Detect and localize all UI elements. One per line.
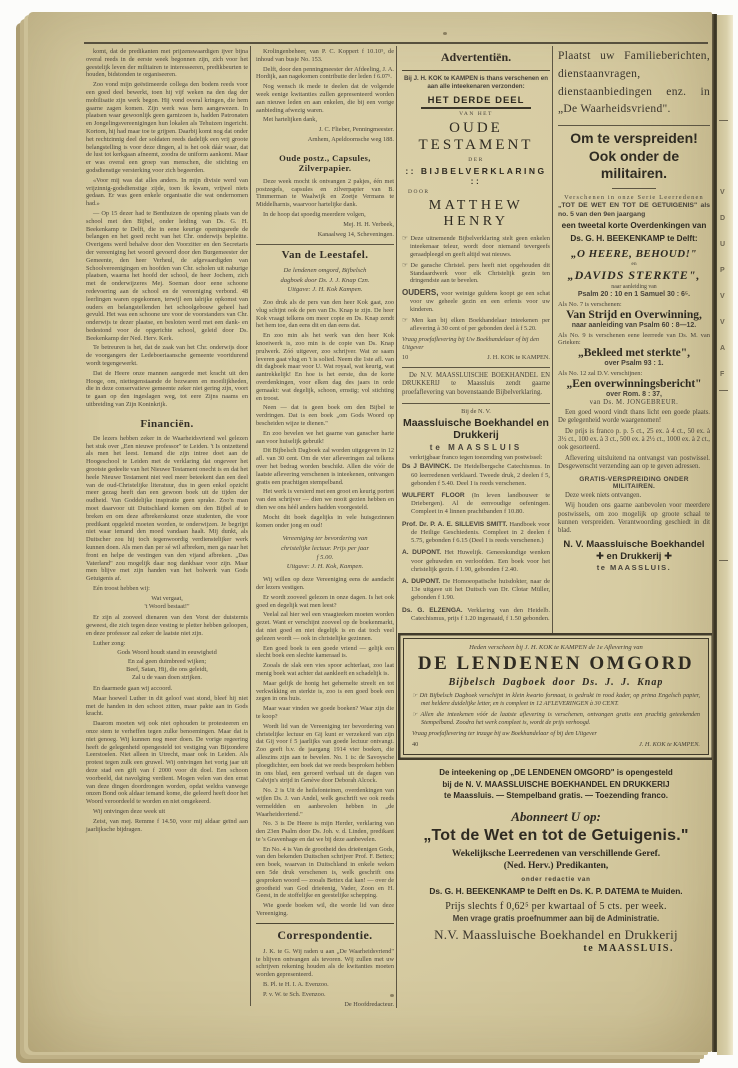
ad-naar-aanleiding: naar aanleiding van	[611, 283, 657, 290]
verse-quote	[86, 595, 248, 611]
text-line: Wordt lid van de Vereeniging ter bevordering van christelijke lectuur en Gij kunt er verzekerd van zijn dat Gij voor f 5 jaarlijks van goede lectuur ontvangt. Zoo geeft b.v. de jaargang 1914 vier boeken, die alleszins zijn aan te bevelen. No. 1 is: de Savoysche ploegdichter, een boek dat we reeds besproken hebben in ons blad, een geroerd verhaal uit de dagen van Calvijn's strijd in Genève door Deborah Alcock.	[256, 722, 394, 785]
text-line: Mocht dit boek dagelijks in vele huisgezinnen komen onder jong en oud!	[256, 513, 394, 529]
text-line: P. v. W. te Sch. Evenzoo.	[263, 990, 326, 998]
book-listing	[402, 463, 550, 488]
book-description: Verklaring van den Heidelb. Catechismus, prijs f 1.20 ingenaaid, f 1.50 gebonden.	[411, 606, 550, 622]
book-description: De Homoeopatische huisdokter, naar de 13e uitgave uit het Duitsch van Dr. Clotar Müller, gebonden f 1.90.	[411, 577, 550, 602]
weekblad-subtitle: (Ned. Herv.) Predikanten,	[503, 860, 609, 871]
text-line: «Voor mij was dat alles anders. In mijn divisie werd van vrijzinnig-godsdienstige zijde, toen ik kwam, vrijwel niets gedaan. Er was geen enkele organisatie die wat ondernomen had.»	[86, 176, 248, 208]
ad-beekenkamp: Ds. G. H. BEEKENKAMP te Delft:	[570, 234, 698, 244]
column-3-advertenties	[402, 48, 550, 627]
financien-text	[86, 435, 248, 593]
text-line: Wij willen op deze Vereeniging eens de aandacht der lezers vestigen.	[256, 576, 394, 591]
book-author: WULFERT FLOOR	[402, 491, 465, 499]
text-line: Luther zong:	[93, 639, 126, 647]
proefnummer-line: Men vrage gratis proefnummer aan bij de Administratie.	[452, 913, 660, 923]
text-line: komt, dat de predikanten met prijzenswaardigen ijver bijna overal reeds in de eerste week begonnen zijn, zich voor het geestelijk leven der militairen te interesseeren, predikbeurten te houden, bidstonden te organiseeren.	[86, 48, 248, 79]
ad-aanbevolen: Wij houden ons gaarne aanbevolen voor meerdere postwissels, om zoo mogelijk op groote schaal te kunnen verspreiden. Verantwoording geschiedt in dit blad.	[558, 502, 710, 535]
publisher-place: te MAASSLUIS.	[583, 942, 674, 954]
text-line: Zal u de vaan doen strijken.	[132, 673, 202, 681]
text-line: En No. 4 is Van de grootheid des drieëenigen Gods, van den bekenden Duitschen schrijver Prof. F. Bettex; een boek, waarvan in Duitschland in enkele weken een 5de druk verschenen is, welk geschrift ons gesproken woord — zooals Bettex dat kan! — over de grootheid van God drieëenig, Vader, Zoon en H. Geest, in de stoffelijke en geestelijke schepping.	[256, 845, 394, 900]
redactie-names: Ds. G. H. BEEKENKAMP te Delft en Ds. K. P. DATEMA te Muiden.	[429, 885, 683, 896]
ad-door: DOOR	[408, 189, 430, 196]
lendenen-omgord-box	[403, 638, 709, 755]
box-publisher-line: Heden verscheen bij J. H. KOK te KAMPEN de 1e Aflevering van	[469, 644, 643, 651]
ouders-label: OUDERS,	[402, 288, 439, 298]
text-line: Eén troost hebben wij:	[93, 585, 150, 592]
book-review	[256, 299, 394, 529]
prijs-line: Prijs slechts f 0,62⁵ per kwartaal of 5 cts. per week.	[445, 900, 667, 912]
ad-overwinningsbericht: „Een overwinningsbericht"	[566, 377, 702, 390]
ad-bekleed-met-sterkte: „Bekleed met sterkte",	[577, 346, 691, 359]
column-divider	[552, 46, 553, 636]
text-line: Zoo vond mijn geëstimeerde collega den bodem reeds voor een goed deel bewerkt, toen hij vijf weken na den dag der mobilisatie zijn werk begon. Hij vond overal kringen, die hem gaarne zagen komen. Zijn werk was hem aangewezen. In plaatsen waar gewoonlijk geen garnizoen is, hadden Patronaten en Jongelingsvereenigingen hun lokalen als Tehuizen ingericht. Kortom, hij had maar toe te grijpen. Daarbij komt nog dat onder het rechtzinnig deel der soldaten reeds dadelijk een vrij groote belangstelling is voor deze dingen, al is het ook dáár waar, dat de lust tot kerkgaan afneemt, zoodra de uniform aankomt. Maar er was overal een groep van menschen, die stichting en godsdienstige versterking voor zich begeerden.	[86, 81, 248, 174]
text-line: No. 3 is De Heere is mijn Herder, verklaring van den 23en Psalm door Ds. Joh. v. d. Linden, predikant te 's Gravenhage en dat we bij deze aanbevelen.	[256, 820, 394, 843]
section-rule	[558, 125, 710, 126]
text-line: Maar waar vinden we goede boeken? Waar zijn die te koop?	[256, 705, 394, 720]
text-line: Zooals de slak een vies spoor achterlaat, zoo laat menig boek wat achter dat aankleeft en schadelijk is.	[256, 662, 394, 677]
book-author: Prof. Dr. P. A. E. SILLEVIS SMITT.	[402, 520, 508, 528]
ad-boekhandel-place: te MAASSLUIS	[429, 443, 523, 453]
masthead-rule	[84, 42, 708, 44]
signature-editor: De Hoofdredacteur.	[344, 1000, 394, 1008]
text-line: Neen — dat is geen boek om den Bijbel te verdringen. Dat is een boek „om Gods Woord op bescheiden wijze te dienen."	[256, 404, 394, 427]
tot-de-wet-title: „Tot de Wet en tot de Getuigenis."	[423, 826, 689, 844]
correspondentie-text	[256, 948, 394, 999]
weekblad-subtitle: Wekelijksche Leerredenen van verschillende Geref.	[451, 848, 661, 859]
text-line: Uitgave: J. H. Kok, Kampen.	[286, 562, 364, 570]
text-line: Te betreuren is het, dat de zaak van het Chr. onderwijs door de voorgangers der Ledeboeriaansche gemeente voortdurend wordt tegengewerkt.	[86, 344, 248, 368]
book-author: Ds. G. ELZENGA.	[402, 606, 463, 614]
inteekening-line: te Maassluis. — Stempelband gratis. — Toezending franco.	[444, 790, 668, 800]
finance-receipts	[256, 48, 394, 124]
box-proef: Vraag proefaflevering ter inzage bij uw Boekhandelaar of bij den Uitgever	[412, 730, 597, 738]
ad-psalm-ref: over Psalm 93 : 1.	[604, 359, 664, 367]
ad-o-heere-behoud: „O HEERE, BEHOUD!"	[570, 247, 698, 260]
text-line: En zoo bevelen we het gaarne van ganscher harte aan voor huiselijk gebruik!	[256, 429, 394, 445]
book-listing	[402, 492, 550, 517]
next-page-rule-fragment	[719, 390, 728, 391]
text-line: No. 2 is Uit de heilsfonteinen, overdenkingen van wijlen Ds. J. van Andel, welk geschrift we ook reeds vermeldden en aanbevolen hebben in „de Waarheidsvriend."	[256, 787, 394, 818]
ad-davids-sterkte: „DAVIDS STERKTE",	[567, 267, 701, 282]
text-line: Delft, door den penningmeester der Afdeeling, J. A. Hordijk, aan nagekomen contributie der leden f 6.07⁵.	[256, 65, 394, 81]
text-line: En zal geen duimbreed wijken;	[127, 657, 207, 665]
book-listing	[402, 578, 550, 603]
text-line: Uitgave: J. H. Kok Kampen.	[287, 285, 363, 293]
ad-verkrijgbaar: verkrijgbaar franco tegen toezending van postwissel:	[409, 454, 543, 462]
ad-en: en	[631, 260, 637, 267]
column-2	[256, 48, 394, 1010]
ad-nv-boekhandel: N. V. Maassluische Boekhandel	[563, 538, 705, 550]
text-line: Maar hoewel Luther in dit geloof vast stond, bleef hij niet met de handen in den schoot zitten, maar pakte aan in Gods kracht.	[86, 694, 248, 718]
section-title-advertentien: Advertentiën.	[440, 50, 512, 64]
section-rule	[256, 244, 394, 245]
next-page-edge	[717, 15, 733, 1055]
ad-prijslijst: De prijs is franco p. p. 5 ct., 25 ex. à 4 ct., 50 ex. à 3½ ct., 100 ex. à 3 ct., 500 ex. à 2½ ct., 1000 ex. à 2 ct., ook gesorteerd.	[558, 427, 710, 452]
column-divider	[396, 46, 397, 1008]
text-line: — Op 15 dezer had te Benthuizen de opening plaats van de school met den Bijbel, onder leiding van Ds. G. H. Beekenkamp te Delft, die in eene keurige openingsrede de belangen en het goed recht van het Chr. onderwijs bepleitte. Overigens werd behalve door den Voorzitter en den Secretaris der vereeniging het woord gevoerd door den Burgemeester der Gemeente, den heer Verheul, de afgevaardigden van Schoolvereenigingen en hoofden van Chr. scholen uit naburige plaatsen, waarna het hoofd der school, de heer Jochem, zich met de onderwijzeres Mej. Soeman door eene schoone redevoering aan de school en de vereeniging verbond. 48 leerlingen waren opgekomen, terwijl een talrijke opkomst van ouders en belangstellenden het schoolgebouw geheel had gevuld. Het was een schoone ure voor de voorstanders van Chr. onderwijs te dezer plaatse, en besloten werd met een dank- en bedestond voor de opgerichte school, geleid door Ds. Beekenkamp der Ned. Herv. Kerk.	[86, 209, 248, 342]
ornament-rule	[612, 188, 656, 189]
ad-jongebreur: van Ds. M. JONGEBREUR.	[589, 398, 679, 406]
text-line: Beef, Satan, Hij, die ons geleidt,	[126, 665, 208, 673]
signature-address: Kanaalweg 14, Scheveningen.	[317, 230, 394, 238]
book-listing	[402, 607, 550, 623]
ad-serie-title: „TOT DE WET EN TOT DE GETUIGENIS" als no. 5 van den 9en jaargang	[558, 201, 710, 218]
ad-psalm-ref: Psalm 20 : 10 en 1 Samuel 30 : 6⁵.	[577, 290, 691, 298]
ad-footer	[402, 354, 550, 361]
ad-blurb: ☞ Men kan bij elken Boekhandelaar inteekenen per aflevering à 30 cent of per gebonden deel à f 5.20.	[402, 317, 550, 332]
ad-aflevering: Aflevering uitsluitend na ontvangst van postwissel. Desgewenscht verzending aan op te geven adressen.	[558, 454, 710, 471]
box-title-lendenen-omgord: DE LENDENEN OMGORD	[417, 653, 695, 674]
ad-blurb: ☞ Deze uitnemende Bijbelverklaring stelt geen enkelen inteekenaar teleur, wordt door niemand tevergeefs geraadpleegd en geeft altijd wat nieuws.	[402, 235, 550, 258]
text-line: De lezers hebben zeker in de Waarheidsvriend wel gelezen het stuk over „Een nieuwe professor" te Leiden. 't Is ontzettend als men het leest. Iemand die zijn intree doet aan de Hoogeschool te Leiden met de verklaring dat ongeveer het grootste gedeelte van het Nieuwe Testament onecht is en dat het heele Nieuwe Testament niet veel meer beteekent dan een deel van de oud-Christelijke literatuur, dus in geen enkel opzicht meer gezag heeft dan een gewoon boek uit de tijden der oudheid. Van Goddelijke inspiratie geen sprake. Zoo'n man moet daarvoor uit Duitschland komen om den Bijbel af te breken en om deze afbrekerskunst onze studenten, die voor predikant opgeleid moeten worden, te onderwijzen. Je begrijpt niet waar iemand den moed vandaan haalt. Mij dunkt, als Duitscher zou hij toch tegenwoordig verdienstelijker werk kunnen doen. Als men dan per sé wil afbreken, men ga naar het front en helpe de vestingen van den vijand afbreken. „Das Vaterland" zou mogelijk daar nog dankbaar voor zijn. Maar men blijve met zijn handen van het bolwerk van Gods Getuigenis af.	[86, 434, 248, 583]
text-line: Vereeniging ter bevordering van	[282, 535, 368, 543]
section-title-financien: Financiën.	[140, 417, 194, 430]
ad-van-strijd: Van Strijd en Overwinning,	[566, 308, 702, 321]
financien-text	[86, 685, 248, 833]
onder-redactie-label: onder redactie van	[521, 875, 591, 883]
text-line: christelijke lectuur. Prijs per jaar	[280, 544, 370, 552]
text-line: Zeist, van mej. Remme f 14.50, voor mij aldaar geïnd aan jaarlijksche bijdragen.	[86, 817, 248, 833]
book-author: Ds J BAVINCK.	[402, 463, 452, 471]
text-line: 't Woord bestaat!"	[144, 602, 190, 610]
article-militairen	[86, 48, 248, 409]
ad-rom-ref: over Rom. 8 : 37,	[605, 390, 663, 398]
book-listing	[402, 521, 550, 546]
financien-text	[86, 614, 248, 647]
text-line: Er zijn al zooveel dienaren van den Vorst der duisternis geweest, die zich tegen deze vesting te pletter hebben geloopen, en deze professor zal zeker de laatste niet zijn.	[86, 614, 248, 637]
ad-derde-deel: HET DERDE DEEL	[421, 95, 531, 109]
book-author: A. DUPONT.	[402, 549, 442, 557]
next-page-rule-fragment	[719, 120, 728, 121]
book-author: A. DUPONT.	[402, 577, 441, 585]
book-description: Handboek voor de Heilige Geschiedenis. Compleet in 2 deelen f 5.75, gebonden f 6.15 (Deel I is reeds verschenen.)	[411, 520, 550, 545]
text-line: En daarmede gaan wij accoord.	[93, 685, 173, 693]
box-publisher: J. H. KOK te KAMPEN.	[638, 741, 700, 749]
ad-verspreiden-subtitle: Ook onder de militairen.	[588, 147, 680, 182]
ad-niets-ontvangen: Deze week niets ontvangen.	[565, 491, 642, 499]
ad-publisher: J. H. KOK te KAMPEN.	[487, 353, 550, 361]
text-line: Wij ontvingen deze week uit	[93, 807, 166, 815]
ad-psalm-ref: naar aanleiding van Psalm 60 : 8—12.	[571, 321, 697, 329]
ad-goed-woord: Een goed woord vindt thans licht een goede plaats. De gelegenheid worde waargenomen!	[558, 408, 710, 425]
ad-number: 10	[402, 353, 409, 361]
section-title-oude-postz: Oude postz., Capsules, Zilverpapier.	[279, 152, 371, 173]
ad-matthew-henry: MATTHEW HENRY	[428, 198, 524, 230]
inteekening-line: De inteekening op „DE LENDENEN OMGORD" is opengesteld	[439, 768, 673, 778]
text-line: Er wordt zooveel gelezen in onze dagen. Is het ook goed en degelijk wat men leest?	[256, 593, 394, 609]
book-reference	[256, 534, 394, 571]
text-line: In de hoop dat spoedig meerdere volgen,	[263, 210, 366, 218]
publisher-name: N.V. Maassluische Boekhandel en Drukkerij	[434, 926, 678, 942]
text-line: f 5.00.	[316, 553, 334, 561]
text-line: J. K. te G. Wij raden u aan „De Waarheidsvriend" te blijven ontvangen als tevoren. Wij zullen met uw schrijven rekening houden als de kwitanties moeten worden gepresenteerd.	[256, 947, 394, 979]
text-line: Deze week mocht ik ontvangen 2 pakjes, één met postzegels, capsules en zilverpapier van B. Timmerman te Waalwijk en Zoetje Vermans te Middelharnis, waarvoor hartelijke dank.	[256, 177, 394, 209]
column-1	[86, 48, 248, 835]
section-rule	[256, 923, 394, 924]
ad-bijbelverklaring: :: BIJBELVERKLARING ::	[405, 166, 547, 187]
text-line: Een goed boek is een goede vriend — gelijk een slecht boek een slechte kameraad is.	[256, 644, 394, 660]
bottom-ads	[398, 634, 714, 954]
text-line: En zoo min als het werk van den heer Kok knoeiwerk is, zoo min is de copie van Ds. Knap prulwerk. Zóó uitgever, zoo schrijver. Wat ze saam leveren gaat vlug en 't is solied. Neem die 1ste afl. van dit dagboek maar voor U. Wat royaal, wat keurig, wat aantrekkelijk! En hoe is het eerste, dus de korte overdenkingen, voor elken dag des jaars in orde gemaakt: wat degelijk, schoon, ernstig; vol stichting en troost.	[256, 332, 394, 402]
signature: Mej. H. H. Verbeek,	[343, 220, 394, 228]
column-divider	[250, 46, 251, 1006]
newspaper-page	[28, 12, 712, 1052]
book-description: Het Huwelijk. Geneeskundige wenken voor gehuwden en verloofden. Een boek voor het christelijk gezin. f 1.90, gebonden f 2.40.	[411, 549, 550, 573]
ad-tweetal: een tweetal korte Overdenkingen van	[561, 221, 707, 231]
ad-als-no12: Als No. 12 zal D.V. verschijnen:	[558, 369, 643, 377]
signature-place: Arnhem, Apeldoornsche weg 188.	[307, 135, 394, 143]
text-line: Veelal zal hier wel een vraagteeken moeten worden gezet. Want er verschijnt zooveel op de boekenmarkt, dat niet goed en niet degelijk is en dat toch veel gelezen wordt — ook in christelijke gezinnen.	[256, 611, 394, 642]
ad-als-no9: Als No. 9 is verschenen eene leerrede van Ds. M. van Grieken:	[558, 331, 710, 346]
ad-blurb-ouders	[402, 288, 550, 314]
column-4-advertenties	[558, 48, 710, 572]
text-line: Gods Woord houdt stand in eeuwigheid	[117, 649, 217, 657]
ad-plaatst-familieberichten: Plaatst uw Familieberichten, dienstaanvragen, dienstaanbiedingen enz. in „De Waarheidsvriend".	[558, 50, 710, 116]
ad-serie-intro: Verschenen in onze Serie Leerredenen	[564, 193, 704, 201]
text-line: Zoo druk als de pers van den heer Kok gaat, zoo vlug schijnt ook de pen van Ds. Knap te zijn. De heer Kok vraagt telkens om meer copie en Ds. Knap zendt het hem toe, dan eens dit en dan eens dat.	[256, 299, 394, 330]
text-line: Met hartelijken dank,	[263, 116, 318, 124]
ad-blurb: ☞ De gansche Christel. pers heeft niet opgehouden dit Standaardwerk voor elk Christelijk gezin ten dringendste aan te bevelen.	[402, 261, 550, 285]
book-description: (In leven landbouwer te Driebergen). Al de eenvoudige oefeningen. Compleet in 4 linnen prachtbanden f 10.80.	[411, 491, 551, 516]
ad-van-het: VAN HET	[459, 111, 493, 118]
text-line: dagboek door Ds. J. J. Knap Czn.	[280, 276, 370, 284]
next-page-text-fragments: V D U P V V A F	[720, 189, 730, 378]
ad-kok-intro: Bij J. H. KOK te KAMPEN is thans verschenen en aan alle inteekenaren verzonden:	[403, 75, 549, 91]
ad-nv-plaats: te MAASSLUIS.	[596, 562, 672, 572]
text-line: Dit Bijbelsch Dagboek zal worden uitgegeven in 12 afl. van 30 cent. Om de vier afleveringen zal telkens over het bedrag worden beschikt. Allen die vóór de laatste aflevering verschenen is inteekenen, ontvangen gratis een prachtigen stempelband.	[256, 447, 394, 486]
ad-boekhandel-title: Maassluische Boekhandel en Drukkerij	[403, 417, 549, 442]
section-rule	[402, 403, 550, 404]
ad-gratis-verspreiding: GRATIS-VERSPREIDING ONDER MILITAIREN.	[579, 475, 689, 490]
book-reference	[256, 266, 394, 294]
ad-oude-testament: OUDE TESTAMENT	[418, 120, 534, 154]
paper-speck	[443, 32, 447, 35]
text-line: Maar gelijk de honig het gehemelte streelt en tot verkwikking en sterkte is, zoo is een goed boek een zegen in ons huis.	[256, 679, 394, 703]
text-line: Daarom moeten wij ook niet ophouden te protesteeren en onze stem te verheffen tegen zulke benoemingen. Maar dat is niet genoeg. Wij kunnen nog meer doen. De vorige regeering heeft de gelegenheid opengesteld tot vestiging van Bijzondere Leerstoelen. Niet alleen in Utrecht, maar ook in Leiden. Als protest tegen zulk een gruwel. Wij ontvingen het vorig jaar uit deze stad een gift van f 2000 voor dit doel. Een schoon voorbeeld, dat navolging verdient. Mogen velen van den ernst van deze dingen doordrongen worden, opdat weldra vanwege onzen Bond ook aldaar iemand kome, die geleerd heeft door het Woord veroordeeld te worden en niet omgekeerd.	[86, 720, 248, 806]
box-subtitle: Bijbelsch Dagboek door Ds. J. J. Knap	[448, 677, 664, 688]
vereeniging-text	[256, 576, 394, 918]
text-line: Wie goede boeken wil, die worde lid van deze Vereeniging.	[256, 902, 394, 918]
signature: J. C. Flieber, Penningmeester.	[318, 126, 394, 134]
abonneert-title: Abonneert U op:	[511, 808, 601, 824]
text-line: De lendenen omgord, Bijbelsch	[283, 267, 367, 275]
book-listing	[402, 549, 550, 574]
box-description: ☞ Allen die inteekenen vóór de laatste aflevering is verschenen, ontvangen gratis een prachtig geteekenden Stempelband. Zoodra het werk compleet is, wordt de prijs verhoogd.	[412, 711, 700, 727]
postzegels-text	[256, 178, 394, 219]
box-footer	[412, 741, 700, 748]
section-title-correspondentie: Correspondentie.	[277, 927, 373, 942]
section-rule	[402, 367, 550, 368]
next-page-rule-fragment	[719, 560, 728, 561]
ad-vraag-proef: Vraag proefaflevering bij Uw Boekhandelaar of bij den Uitgever	[402, 335, 539, 351]
section-rule	[402, 70, 550, 71]
box-number: 40	[412, 741, 419, 749]
ad-verspreiden-title: Om te verspreiden!	[570, 130, 698, 147]
inteekening-line: bij de N. V. MAASSLUISCHE BOEKHANDEL EN DRUKKERIJ	[442, 779, 670, 789]
ad-nv-maassluische: De N.V. MAASSLUISCHE BOEKHANDEL EN DRUKKERIJ te Maassluis zendt gaarne proefaflevering van bovenstaande Bijbelverklaring.	[402, 371, 550, 396]
section-title-leestafel: Van de Leestafel.	[281, 249, 369, 262]
text-line: Krolingenbeheer, van P. C. Koppert f 10.10⁵, de inhoud van busje No. 153.	[256, 48, 394, 63]
book-description: De Heidelbergsche Catechismus. In 60 leerredenen verklaard. Tweede druk, 2 deelen f 5, gebonden f 5.40. Deel I is reeds verschenen.	[411, 463, 550, 487]
ad-als-no7: Als No. 7 is verschenen:	[558, 300, 622, 308]
text-line: B. Pl. te H. I. A. Evenzoo.	[263, 981, 329, 989]
text-line: Het werk is versierd met een groot en keurig portret van den schrijver — dien we nooit gezien hebben en dien we ons héél anders hadden voorgesteld.	[256, 488, 394, 511]
luther-verse	[86, 649, 248, 682]
ad-bij-de-nv: Bij de N. V.	[461, 408, 491, 416]
text-line: Wat vergaat,	[151, 594, 183, 602]
ad-nv-drukkerij: ✚ en Drukkerij ✚	[595, 550, 673, 562]
text-line: Dat de Heere onze mannen aangorde met kracht uit den Hooge, om, niettegenstaande de bezwaren en moeilijkheden, die in deze conservatieve gemeente zeker niet gering zijn, voort te gaan op den ingeslagen weg, tot eere Zijns naams en uitbreiding van Zijn Koninkrijk.	[86, 369, 248, 409]
box-description: ☞ Dit Bijbelsch Dagboek verschijnt in klein kwarto formaat, is gedrukt in rood kader, op prima Engelsch papier, met heldere duidelijke letter, en is compleet in 12 AFLEVERINGEN à 30 CENT.	[412, 692, 700, 708]
text-line: Nog wensch ik mede te deelen dat de volgende week eenige kwitanties zullen gepresenteerd worden aan nieuwe leden en aan enkelen, die bij een vorige aanbieding afwezig waren.	[256, 83, 394, 114]
ouders-text: voor weinige guldens koopt ge een schat voor uw geheele gezin en een erfenis voor uw kinderen.	[410, 290, 550, 314]
ad-der: DER	[468, 157, 484, 164]
